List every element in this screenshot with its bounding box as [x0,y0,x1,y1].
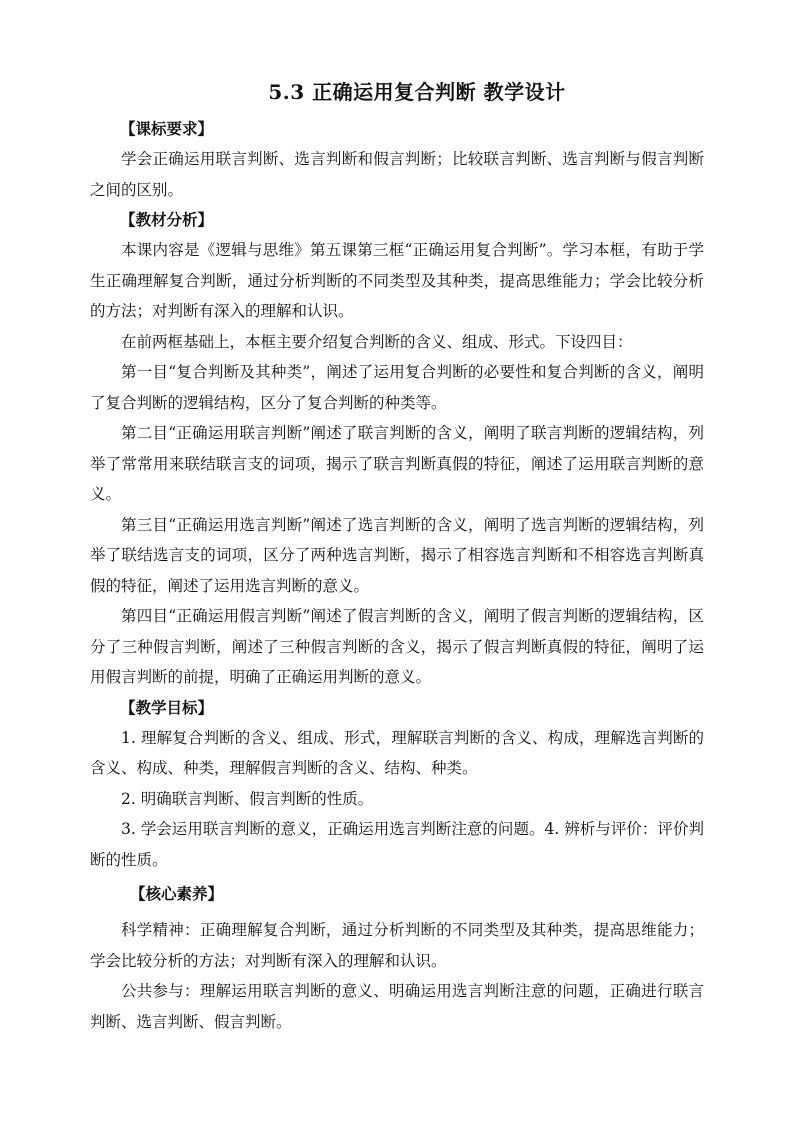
analysis-paragraph: 第二目“正确运用联言判断”阐述了联言判断的含义，阐明了联言判断的逻辑结构，列举了常常用来联结联言支的词项，揭示了联言判断真假的特征，阐述了运用联言判断的意义。 [90,424,704,503]
literacy-paragraph: 科学精神：正确理解复合判断，通过分析判断的不同类型及其种类，提高思维能力；学会比较分析的方法；对判断有深入的理解和认识。 [90,921,704,970]
document-body [90,114,704,1037]
goals-paragraph: 3. 学会运用联言判断的意义，正确运用选言判断注意的问题。4. 辨析与评价：评价判断的性质。 [90,820,704,869]
document-title: 5.3 正确运用复合判断 教学设计 [268,80,566,104]
analysis-paragraph: 第三目“正确运用选言判断”阐述了选言判断的含义，阐明了选言判断的逻辑结构，列举了联结选言支的词项，区分了两种选言判断，揭示了相容选言判断和不相容选言判断真假的特征，阐述了运用选言判断的意义。 [90,515,704,595]
goals-paragraph: 1. 理解复合判断的含义、组成、形式，理解联言判断的含义、构成，理解选言判断的含义、构成、种类，理解假言判断的含义、结构、种类。 [90,728,704,777]
analysis-paragraph: 在前两框基础上，本框主要介绍复合判断的含义、组成、形式。下设四目： [121,332,633,351]
curriculum-paragraph: 学会正确运用联言判断、选言判断和假言判断；比较联言判断、选言判断与假言判断之间的区别。 [90,150,704,199]
analysis-paragraph: 第一目“复合判断及其种类”，阐述了运用复合判断的必要性和复合判断的含义，阐明了复合判断的逻辑结构，区分了复合判断的种类等。 [90,363,704,412]
literacy-paragraph: 公共参与：理解运用联言判断的意义、明确运用选言判断注意的问题，正确进行联言判断、选言判断、假言判断。 [90,982,704,1031]
section-heading-goals: 【教学目标】 [120,697,214,717]
section-heading-literacy: 【核心素养】 [130,884,224,903]
goals-paragraph: 2. 明确联言判断、假言判断的性质。 [121,789,374,808]
analysis-paragraph: 本课内容是《逻辑与思维》第五课第三框“正确运用复合判断”。学习本框，有助于学生正确理解复合判断，通过分析判断的不同类型及其种类，提高思维能力；学会比较分析的方法；对判断有深入的理解和认识。 [90,241,704,320]
analysis-paragraph: 第四目“正确运用假言判断”阐述了假言判断的含义，阐明了假言判断的逻辑结构，区分了三种假言判断，阐述了三种假言判断的含义，揭示了假言判断真假的特征，阐明了运用假言判断的前提，明确了正确运用判断的意义。 [90,607,704,686]
section-heading-analysis: 【教材分析】 [120,210,214,229]
section-heading-curriculum: 【课标要求】 [120,119,214,138]
